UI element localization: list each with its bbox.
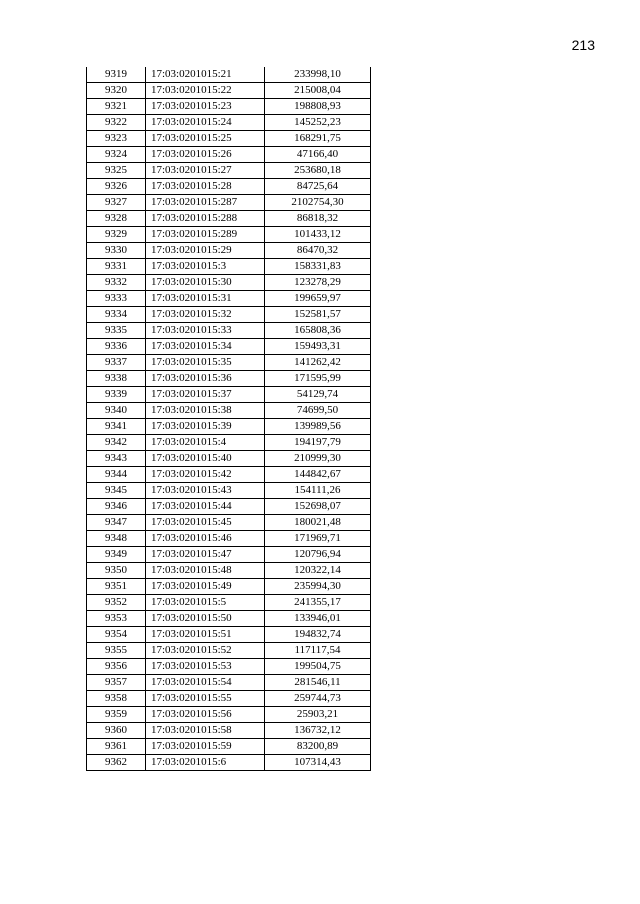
cadastral-number-cell: 17:03:0201015:24 xyxy=(146,115,265,131)
cadastral-value-cell: 83200,89 xyxy=(265,739,371,755)
cadastral-number-cell: 17:03:0201015:28 xyxy=(146,179,265,195)
row-number-cell: 9352 xyxy=(87,595,146,611)
row-number-cell: 9330 xyxy=(87,243,146,259)
row-number-cell: 9334 xyxy=(87,307,146,323)
cadastral-value-cell: 152698,07 xyxy=(265,499,371,515)
cadastral-number-cell: 17:03:0201015:33 xyxy=(146,323,265,339)
table-row xyxy=(87,371,371,387)
row-number-cell: 9353 xyxy=(87,611,146,627)
row-number-cell: 9351 xyxy=(87,579,146,595)
cadastral-number-cell: 17:03:0201015:26 xyxy=(146,147,265,163)
table-row xyxy=(87,403,371,419)
table-row xyxy=(87,339,371,355)
row-number-cell: 9349 xyxy=(87,547,146,563)
cadastral-value-cell: 120796,94 xyxy=(265,547,371,563)
table-row xyxy=(87,499,371,515)
cadastral-value-cell: 168291,75 xyxy=(265,131,371,147)
row-number-cell: 9338 xyxy=(87,371,146,387)
table-row xyxy=(87,435,371,451)
cadastral-value-cell: 198808,93 xyxy=(265,99,371,115)
cadastral-number-cell: 17:03:0201015:23 xyxy=(146,99,265,115)
table-row xyxy=(87,83,371,99)
cadastral-value-cell: 233998,10 xyxy=(265,67,371,83)
cadastral-value-cell: 141262,42 xyxy=(265,355,371,371)
cadastral-number-cell: 17:03:0201015:29 xyxy=(146,243,265,259)
cadastral-value-cell: 139989,56 xyxy=(265,419,371,435)
cadastral-value-cell: 158331,83 xyxy=(265,259,371,275)
table-row xyxy=(87,291,371,307)
row-number-cell: 9325 xyxy=(87,163,146,179)
table-row xyxy=(87,179,371,195)
cadastral-value-cell: 199504,75 xyxy=(265,659,371,675)
row-number-cell: 9355 xyxy=(87,643,146,659)
cadastral-number-cell: 17:03:0201015:53 xyxy=(146,659,265,675)
table-row xyxy=(87,67,371,83)
cadastral-number-cell: 17:03:0201015:30 xyxy=(146,275,265,291)
cadastral-value-cell: 154111,26 xyxy=(265,483,371,499)
table-row xyxy=(87,531,371,547)
row-number-cell: 9342 xyxy=(87,435,146,451)
cadastral-value-cell: 144842,67 xyxy=(265,467,371,483)
row-number-cell: 9360 xyxy=(87,723,146,739)
cadastral-value-cell: 259744,73 xyxy=(265,691,371,707)
row-number-cell: 9347 xyxy=(87,515,146,531)
table-row xyxy=(87,515,371,531)
row-number-cell: 9357 xyxy=(87,675,146,691)
cadastral-number-cell: 17:03:0201015:37 xyxy=(146,387,265,403)
table-row xyxy=(87,323,371,339)
table-row xyxy=(87,755,371,771)
cadastral-number-cell: 17:03:0201015:45 xyxy=(146,515,265,531)
table-row xyxy=(87,579,371,595)
cadastral-number-cell: 17:03:0201015:49 xyxy=(146,579,265,595)
table-body xyxy=(87,67,371,771)
row-number-cell: 9328 xyxy=(87,211,146,227)
row-number-cell: 9354 xyxy=(87,627,146,643)
row-number-cell: 9322 xyxy=(87,115,146,131)
cadastral-value-cell: 74699,50 xyxy=(265,403,371,419)
cadastral-number-cell: 17:03:0201015:35 xyxy=(146,355,265,371)
cadastral-value-cell: 107314,43 xyxy=(265,755,371,771)
table-row xyxy=(87,467,371,483)
cadastral-value-cell: 86470,32 xyxy=(265,243,371,259)
row-number-cell: 9337 xyxy=(87,355,146,371)
cadastral-value-cell: 25903,21 xyxy=(265,707,371,723)
row-number-cell: 9358 xyxy=(87,691,146,707)
cadastral-value-cell: 215008,04 xyxy=(265,83,371,99)
cadastral-number-cell: 17:03:0201015:59 xyxy=(146,739,265,755)
table-row xyxy=(87,227,371,243)
cadastral-value-cell: 241355,17 xyxy=(265,595,371,611)
cadastral-number-cell: 17:03:0201015:55 xyxy=(146,691,265,707)
cadastral-value-cell: 235994,30 xyxy=(265,579,371,595)
table-row xyxy=(87,115,371,131)
cadastral-value-cell: 123278,29 xyxy=(265,275,371,291)
cadastral-number-cell: 17:03:0201015:48 xyxy=(146,563,265,579)
row-number-cell: 9361 xyxy=(87,739,146,755)
cadastral-value-cell: 54129,74 xyxy=(265,387,371,403)
table-row xyxy=(87,643,371,659)
table-row xyxy=(87,259,371,275)
cadastral-value-cell: 47166,40 xyxy=(265,147,371,163)
row-number-cell: 9333 xyxy=(87,291,146,307)
cadastral-number-cell: 17:03:0201015:21 xyxy=(146,67,265,83)
cadastral-number-cell: 17:03:0201015:38 xyxy=(146,403,265,419)
table-row xyxy=(87,99,371,115)
cadastral-value-cell: 281546,11 xyxy=(265,675,371,691)
cadastral-value-cell: 133946,01 xyxy=(265,611,371,627)
table-row xyxy=(87,739,371,755)
row-number-cell: 9339 xyxy=(87,387,146,403)
cadastral-number-cell: 17:03:0201015:22 xyxy=(146,83,265,99)
row-number-cell: 9327 xyxy=(87,195,146,211)
cadastral-number-cell: 17:03:0201015:34 xyxy=(146,339,265,355)
row-number-cell: 9326 xyxy=(87,179,146,195)
row-number-cell: 9343 xyxy=(87,451,146,467)
cadastral-value-cell: 199659,97 xyxy=(265,291,371,307)
cadastral-number-cell: 17:03:0201015:52 xyxy=(146,643,265,659)
table-row xyxy=(87,307,371,323)
cadastral-number-cell: 17:03:0201015:31 xyxy=(146,291,265,307)
row-number-cell: 9345 xyxy=(87,483,146,499)
row-number-cell: 9341 xyxy=(87,419,146,435)
cadastral-number-cell: 17:03:0201015:27 xyxy=(146,163,265,179)
row-number-cell: 9344 xyxy=(87,467,146,483)
table-row xyxy=(87,659,371,675)
cadastral-number-cell: 17:03:0201015:289 xyxy=(146,227,265,243)
cadastral-number-cell: 17:03:0201015:25 xyxy=(146,131,265,147)
row-number-cell: 9320 xyxy=(87,83,146,99)
table-row xyxy=(87,563,371,579)
cadastral-number-cell: 17:03:0201015:39 xyxy=(146,419,265,435)
cadastral-value-cell: 84725,64 xyxy=(265,179,371,195)
table-row xyxy=(87,451,371,467)
table-row xyxy=(87,627,371,643)
cadastral-value-cell: 136732,12 xyxy=(265,723,371,739)
cadastral-number-cell: 17:03:0201015:3 xyxy=(146,259,265,275)
row-number-cell: 9346 xyxy=(87,499,146,515)
cadastral-value-cell: 86818,32 xyxy=(265,211,371,227)
table-row xyxy=(87,131,371,147)
table-row xyxy=(87,387,371,403)
table-row xyxy=(87,707,371,723)
cadastral-value-cell: 194197,79 xyxy=(265,435,371,451)
row-number-cell: 9332 xyxy=(87,275,146,291)
table-row xyxy=(87,355,371,371)
cadastral-number-cell: 17:03:0201015:6 xyxy=(146,755,265,771)
row-number-cell: 9319 xyxy=(87,67,146,83)
cadastral-value-cell: 165808,36 xyxy=(265,323,371,339)
cadastral-number-cell: 17:03:0201015:42 xyxy=(146,467,265,483)
cadastral-number-cell: 17:03:0201015:36 xyxy=(146,371,265,387)
cadastral-number-cell: 17:03:0201015:43 xyxy=(146,483,265,499)
cadastral-number-cell: 17:03:0201015:4 xyxy=(146,435,265,451)
row-number-cell: 9336 xyxy=(87,339,146,355)
cadastral-number-cell: 17:03:0201015:54 xyxy=(146,675,265,691)
cadastral-value-cell: 145252,23 xyxy=(265,115,371,131)
table-row xyxy=(87,611,371,627)
cadastral-value-cell: 253680,18 xyxy=(265,163,371,179)
table-row xyxy=(87,211,371,227)
page-number: 213 xyxy=(571,37,595,53)
table-row xyxy=(87,275,371,291)
row-number-cell: 9324 xyxy=(87,147,146,163)
table-row xyxy=(87,595,371,611)
table-row xyxy=(87,147,371,163)
row-number-cell: 9335 xyxy=(87,323,146,339)
table-row xyxy=(87,483,371,499)
cadastral-number-cell: 17:03:0201015:288 xyxy=(146,211,265,227)
cadastral-value-cell: 2102754,30 xyxy=(265,195,371,211)
cadastral-number-cell: 17:03:0201015:51 xyxy=(146,627,265,643)
row-number-cell: 9323 xyxy=(87,131,146,147)
cadastral-number-cell: 17:03:0201015:47 xyxy=(146,547,265,563)
row-number-cell: 9362 xyxy=(87,755,146,771)
table-row xyxy=(87,419,371,435)
cadastral-value-cell: 194832,74 xyxy=(265,627,371,643)
row-number-cell: 9340 xyxy=(87,403,146,419)
cadastral-number-cell: 17:03:0201015:58 xyxy=(146,723,265,739)
row-number-cell: 9350 xyxy=(87,563,146,579)
row-number-cell: 9356 xyxy=(87,659,146,675)
cadastral-value-cell: 120322,14 xyxy=(265,563,371,579)
cadastral-value-cell: 152581,57 xyxy=(265,307,371,323)
cadastral-value-cell: 159493,31 xyxy=(265,339,371,355)
cadastral-value-cell: 171595,99 xyxy=(265,371,371,387)
row-number-cell: 9329 xyxy=(87,227,146,243)
cadastral-number-cell: 17:03:0201015:32 xyxy=(146,307,265,323)
cadastral-number-cell: 17:03:0201015:5 xyxy=(146,595,265,611)
cadastral-value-cell: 101433,12 xyxy=(265,227,371,243)
cadastral-number-cell: 17:03:0201015:56 xyxy=(146,707,265,723)
cadastral-value-cell: 180021,48 xyxy=(265,515,371,531)
cadastral-value-table xyxy=(86,67,371,771)
cadastral-number-cell: 17:03:0201015:40 xyxy=(146,451,265,467)
table-row xyxy=(87,675,371,691)
row-number-cell: 9321 xyxy=(87,99,146,115)
cadastral-number-cell: 17:03:0201015:50 xyxy=(146,611,265,627)
table-row xyxy=(87,243,371,259)
table-row xyxy=(87,163,371,179)
table-row xyxy=(87,195,371,211)
row-number-cell: 9331 xyxy=(87,259,146,275)
cadastral-value-cell: 210999,30 xyxy=(265,451,371,467)
table-row xyxy=(87,723,371,739)
cadastral-number-cell: 17:03:0201015:287 xyxy=(146,195,265,211)
cadastral-value-cell: 171969,71 xyxy=(265,531,371,547)
cadastral-value-cell: 117117,54 xyxy=(265,643,371,659)
table-row xyxy=(87,691,371,707)
row-number-cell: 9359 xyxy=(87,707,146,723)
cadastral-number-cell: 17:03:0201015:46 xyxy=(146,531,265,547)
table-row xyxy=(87,547,371,563)
row-number-cell: 9348 xyxy=(87,531,146,547)
cadastral-number-cell: 17:03:0201015:44 xyxy=(146,499,265,515)
